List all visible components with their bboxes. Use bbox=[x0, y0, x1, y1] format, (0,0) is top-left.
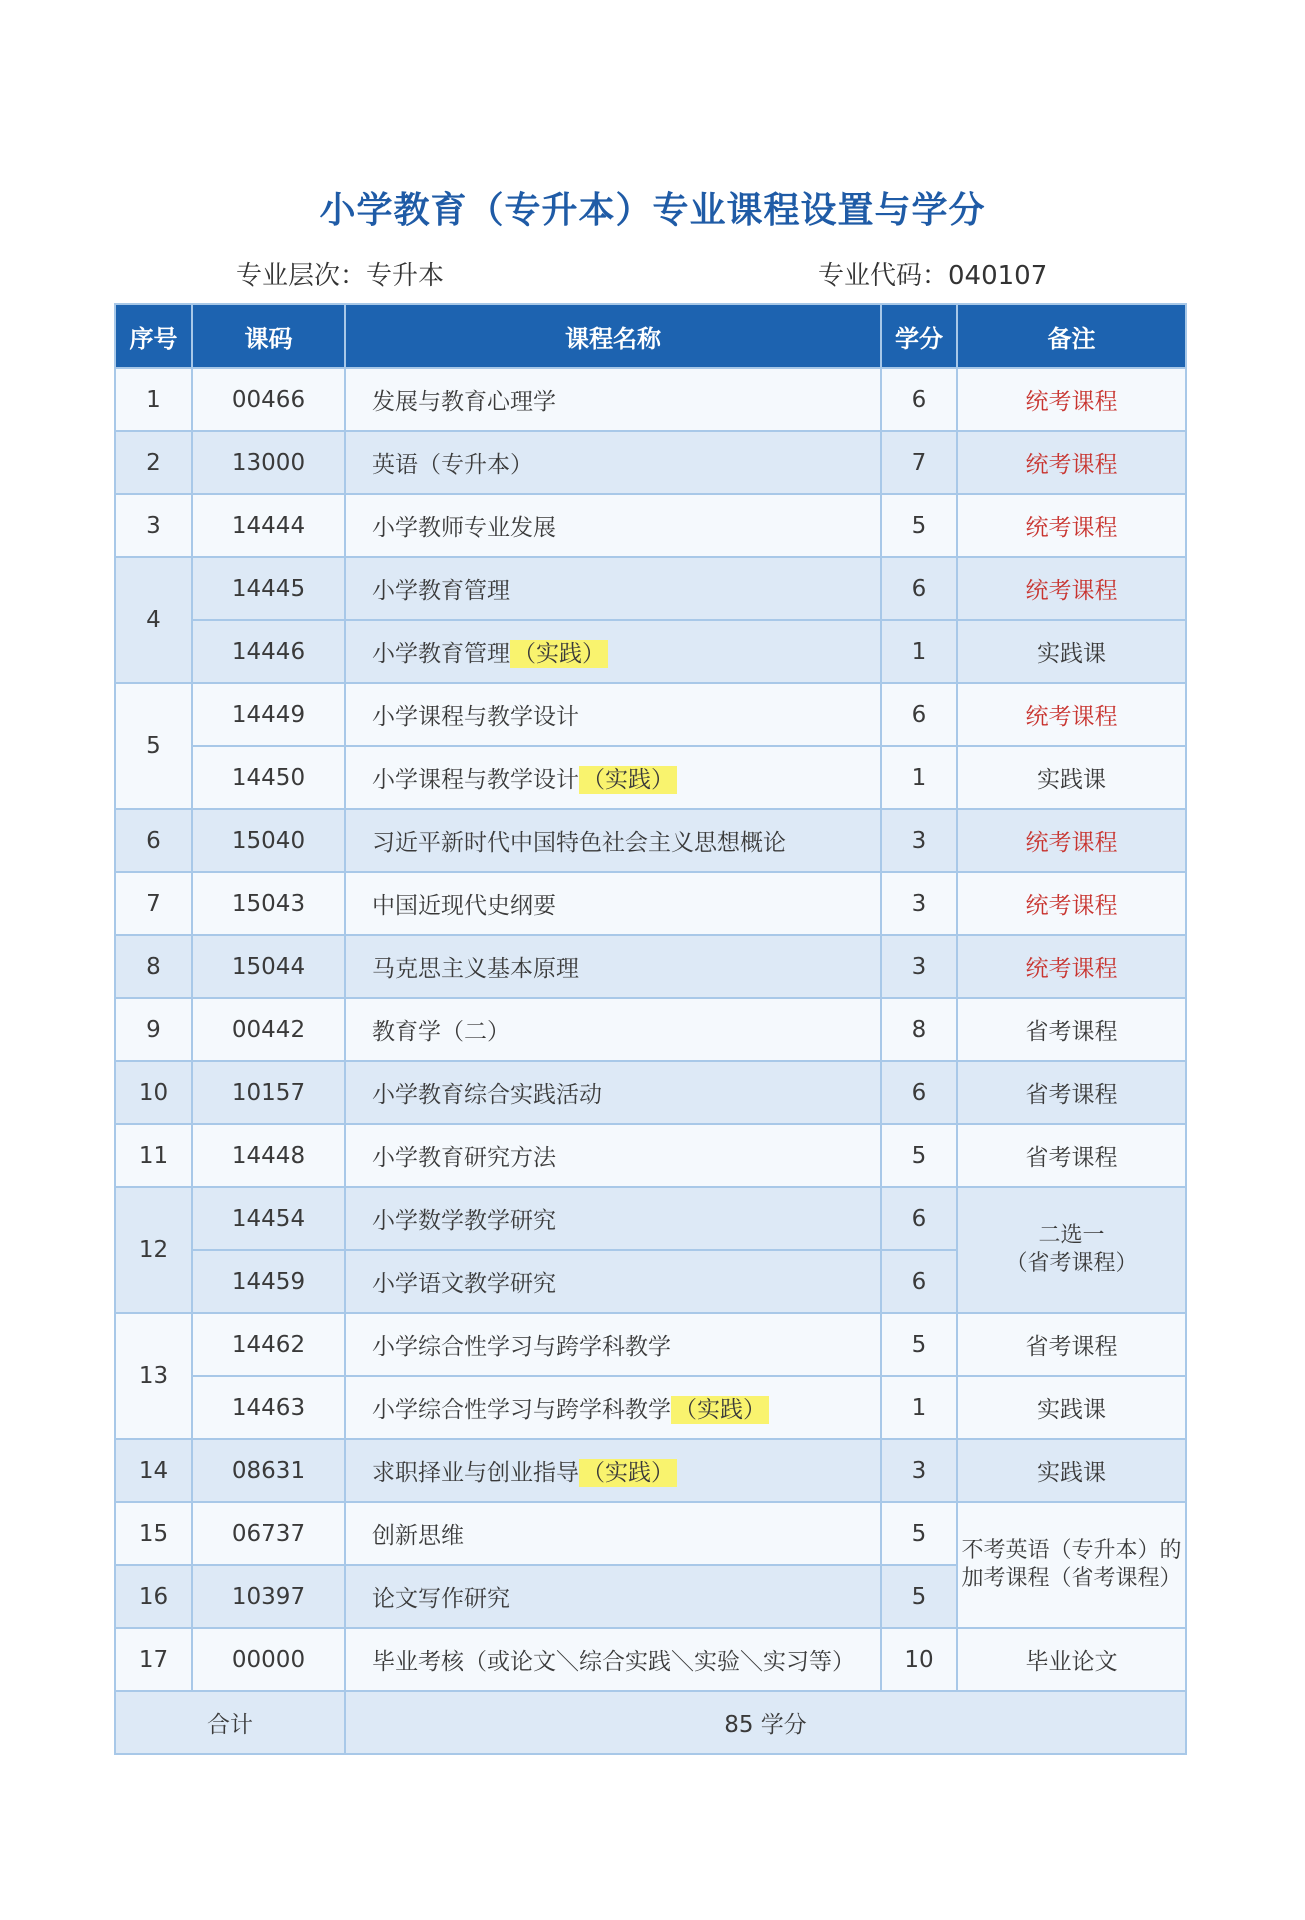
table-row bbox=[115, 368, 1186, 431]
cell-credit: 5 bbox=[881, 1565, 957, 1628]
cell-name bbox=[345, 620, 881, 683]
cell-name bbox=[345, 1439, 881, 1502]
table-row bbox=[115, 1187, 1186, 1250]
cell-note: 统考课程 bbox=[957, 872, 1186, 935]
cell-code: 10157 bbox=[192, 1061, 345, 1124]
cell-code: 14454 bbox=[192, 1187, 345, 1250]
cell-note bbox=[957, 1187, 1186, 1313]
cell-note: 实践课 bbox=[957, 620, 1186, 683]
cell-credit: 6 bbox=[881, 1187, 957, 1250]
cell-credit: 7 bbox=[881, 431, 957, 494]
cell-code: 15044 bbox=[192, 935, 345, 998]
cell-name: 创新思维 bbox=[345, 1502, 881, 1565]
note-line: 不考英语（专升本）的 bbox=[961, 1538, 1182, 1563]
cell-note: 统考课程 bbox=[957, 368, 1186, 431]
table-row bbox=[115, 494, 1186, 557]
practice-tag: （实践） bbox=[579, 766, 677, 794]
total-label: 合计 bbox=[115, 1691, 345, 1754]
header-note: 备注 bbox=[957, 304, 1186, 368]
cell-seq: 17 bbox=[115, 1628, 192, 1691]
cell-name: 毕业考核（或论文＼综合实践＼实验＼实习等） bbox=[345, 1628, 881, 1691]
cell-credit: 1 bbox=[881, 620, 957, 683]
cell-credit: 1 bbox=[881, 1376, 957, 1439]
cell-code: 10397 bbox=[192, 1565, 345, 1628]
cell-name: 英语（专升本） bbox=[345, 431, 881, 494]
cell-name: 论文写作研究 bbox=[345, 1565, 881, 1628]
cell-seq: 6 bbox=[115, 809, 192, 872]
header-code: 课码 bbox=[192, 304, 345, 368]
cell-seq: 2 bbox=[115, 431, 192, 494]
table-row bbox=[115, 620, 1186, 683]
practice-tag: （实践） bbox=[579, 1459, 677, 1487]
cell-note: 统考课程 bbox=[957, 557, 1186, 620]
cell-note bbox=[957, 1502, 1186, 1628]
table-row bbox=[115, 1061, 1186, 1124]
cell-name bbox=[345, 1376, 881, 1439]
cell-seq: 9 bbox=[115, 998, 192, 1061]
cell-code: 14462 bbox=[192, 1313, 345, 1376]
cell-name: 习近平新时代中国特色社会主义思想概论 bbox=[345, 809, 881, 872]
cell-seq: 15 bbox=[115, 1502, 192, 1565]
cell-code: 00000 bbox=[192, 1628, 345, 1691]
table-row bbox=[115, 872, 1186, 935]
table-row bbox=[115, 1439, 1186, 1502]
cell-name: 小学教育综合实践活动 bbox=[345, 1061, 881, 1124]
cell-credit: 3 bbox=[881, 935, 957, 998]
cell-seq: 10 bbox=[115, 1061, 192, 1124]
cell-code: 13000 bbox=[192, 431, 345, 494]
cell-credit: 5 bbox=[881, 1313, 957, 1376]
cell-code: 14463 bbox=[192, 1376, 345, 1439]
cell-note: 省考课程 bbox=[957, 1313, 1186, 1376]
cell-code: 15040 bbox=[192, 809, 345, 872]
table-row bbox=[115, 683, 1186, 746]
course-name-text: 小学课程与教学设计 bbox=[372, 767, 579, 793]
cell-code: 14444 bbox=[192, 494, 345, 557]
cell-code: 14446 bbox=[192, 620, 345, 683]
cell-credit: 3 bbox=[881, 1439, 957, 1502]
table-row bbox=[115, 1124, 1186, 1187]
cell-name: 发展与教育心理学 bbox=[345, 368, 881, 431]
table-row bbox=[115, 935, 1186, 998]
cell-code: 14448 bbox=[192, 1124, 345, 1187]
table-row bbox=[115, 1376, 1186, 1439]
cell-credit: 6 bbox=[881, 1250, 957, 1313]
note-line: 二选一 bbox=[1038, 1223, 1105, 1248]
major-code: 专业代码：040107 bbox=[818, 261, 1048, 291]
cell-note: 省考课程 bbox=[957, 1124, 1186, 1187]
total-value: 85 学分 bbox=[345, 1691, 1186, 1754]
cell-credit: 5 bbox=[881, 494, 957, 557]
header-seq: 序号 bbox=[115, 304, 192, 368]
cell-credit: 5 bbox=[881, 1502, 957, 1565]
practice-tag: （实践） bbox=[671, 1396, 769, 1424]
cell-seq: 13 bbox=[115, 1313, 192, 1439]
cell-seq: 4 bbox=[115, 557, 192, 683]
table-row bbox=[115, 557, 1186, 620]
note-line: （省考课程） bbox=[1005, 1251, 1138, 1276]
cell-seq: 7 bbox=[115, 872, 192, 935]
cell-code: 14449 bbox=[192, 683, 345, 746]
major-level: 专业层次：专升本 bbox=[236, 261, 445, 291]
cell-name: 小学数学教学研究 bbox=[345, 1187, 881, 1250]
cell-seq: 14 bbox=[115, 1439, 192, 1502]
cell-code: 14450 bbox=[192, 746, 345, 809]
table-row bbox=[115, 809, 1186, 872]
page-title: 小学教育（专升本）专业课程设置与学分 bbox=[319, 190, 986, 231]
table-row bbox=[115, 998, 1186, 1061]
cell-credit: 3 bbox=[881, 809, 957, 872]
table-row bbox=[115, 1313, 1186, 1376]
cell-code: 00466 bbox=[192, 368, 345, 431]
cell-name: 小学课程与教学设计 bbox=[345, 683, 881, 746]
cell-name: 马克思主义基本原理 bbox=[345, 935, 881, 998]
cell-credit: 3 bbox=[881, 872, 957, 935]
cell-seq: 5 bbox=[115, 683, 192, 809]
course-name-text: 小学综合性学习与跨学科教学 bbox=[372, 1397, 671, 1423]
practice-tag: （实践） bbox=[510, 640, 608, 668]
cell-note: 省考课程 bbox=[957, 1061, 1186, 1124]
cell-credit: 6 bbox=[881, 368, 957, 431]
cell-code: 00442 bbox=[192, 998, 345, 1061]
cell-note: 省考课程 bbox=[957, 998, 1186, 1061]
cell-note: 统考课程 bbox=[957, 809, 1186, 872]
cell-name: 小学综合性学习与跨学科教学 bbox=[345, 1313, 881, 1376]
cell-seq: 1 bbox=[115, 368, 192, 431]
cell-note: 统考课程 bbox=[957, 431, 1186, 494]
table-row bbox=[115, 1628, 1186, 1691]
header-name: 课程名称 bbox=[345, 304, 881, 368]
cell-code: 14459 bbox=[192, 1250, 345, 1313]
cell-seq: 16 bbox=[115, 1565, 192, 1628]
cell-code: 15043 bbox=[192, 872, 345, 935]
table-row bbox=[115, 746, 1186, 809]
course-table bbox=[114, 303, 1187, 1755]
cell-seq: 11 bbox=[115, 1124, 192, 1187]
cell-note: 统考课程 bbox=[957, 494, 1186, 557]
cell-name: 小学教师专业发展 bbox=[345, 494, 881, 557]
cell-credit: 6 bbox=[881, 1061, 957, 1124]
cell-credit: 1 bbox=[881, 746, 957, 809]
total-row bbox=[115, 1691, 1186, 1754]
cell-note: 实践课 bbox=[957, 1376, 1186, 1439]
cell-code: 14445 bbox=[192, 557, 345, 620]
cell-note: 实践课 bbox=[957, 1439, 1186, 1502]
cell-seq: 3 bbox=[115, 494, 192, 557]
table-header-row bbox=[115, 304, 1186, 368]
header-credit: 学分 bbox=[881, 304, 957, 368]
cell-credit: 8 bbox=[881, 998, 957, 1061]
cell-name: 教育学（二） bbox=[345, 998, 881, 1061]
cell-seq: 12 bbox=[115, 1187, 192, 1313]
cell-name: 小学语文教学研究 bbox=[345, 1250, 881, 1313]
cell-code: 08631 bbox=[192, 1439, 345, 1502]
cell-name: 小学教育研究方法 bbox=[345, 1124, 881, 1187]
cell-name: 中国近现代史纲要 bbox=[345, 872, 881, 935]
cell-seq: 8 bbox=[115, 935, 192, 998]
cell-note: 统考课程 bbox=[957, 935, 1186, 998]
cell-name bbox=[345, 746, 881, 809]
cell-note: 统考课程 bbox=[957, 683, 1186, 746]
note-line: 加考课程（省考课程） bbox=[961, 1566, 1182, 1591]
cell-credit: 10 bbox=[881, 1628, 957, 1691]
cell-code: 06737 bbox=[192, 1502, 345, 1565]
course-name-text: 小学教育管理 bbox=[372, 641, 510, 667]
course-name-text: 求职择业与创业指导 bbox=[372, 1460, 579, 1486]
cell-note: 毕业论文 bbox=[957, 1628, 1186, 1691]
cell-credit: 6 bbox=[881, 557, 957, 620]
cell-credit: 6 bbox=[881, 683, 957, 746]
cell-name: 小学教育管理 bbox=[345, 557, 881, 620]
cell-note: 实践课 bbox=[957, 746, 1186, 809]
table-row bbox=[115, 431, 1186, 494]
cell-credit: 5 bbox=[881, 1124, 957, 1187]
table-row bbox=[115, 1502, 1186, 1565]
